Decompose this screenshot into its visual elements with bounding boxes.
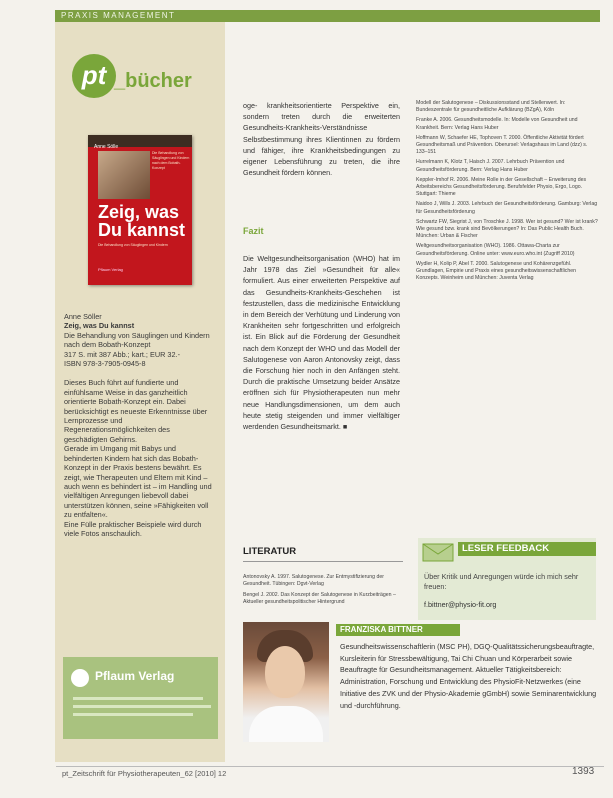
publisher-name: Pflaum Verlag bbox=[95, 669, 175, 683]
book-cover-publisher: Pflaum Verlag bbox=[98, 267, 123, 272]
book-cover-title-line1: Zeig, was bbox=[98, 202, 180, 222]
book-cover-subtitle: Die Behandlung von Säuglingen und Kindern bbox=[98, 243, 168, 247]
literatur-entry: Weltgesundheitsorganisation (WHO). 1986. Ottawa-Charta zur Gesundheitsförderung. Online unter: www.euro.who.int (Zugriff 2010) bbox=[416, 243, 575, 257]
publisher-text-line bbox=[73, 705, 211, 708]
footer-divider bbox=[56, 766, 604, 767]
book-desc-2: Gerade im Umgang mit Babys und behinderten Kindern hat sich das Bobath-Konzept in der Praxis bestens bewährt. Es zeigt, wie Therapeuten und Eltern mit Kind – auch wenn es behindert ist – im Handling und vielfältigen Anregungen liebevoll dabei unterstützen können, seine »Fähigkeiten voll zu entfalten«. bbox=[64, 444, 212, 520]
literatur-entry: Bengel J. 2002. Das Konzept der Salutogenese in Kurzbeiträgen – Aktueller gesundheitspolitischer Hintergrund bbox=[243, 591, 396, 606]
literatur-entry: Keppler-Imhof R. 2006. Meine Rolle in der Gesellschaft – Erweiterung des Arbeitsbereichs Gesundheitsförderung. Berufsfelder Physio, Ergo, Logo. Stuttgart: Thieme bbox=[416, 176, 587, 198]
literatur-divider bbox=[243, 561, 403, 562]
header-bar bbox=[55, 10, 600, 22]
publisher-text-line bbox=[73, 697, 203, 700]
book-cover-photo bbox=[98, 151, 150, 199]
book-desc-3: Eine Fülle praktischer Beispiele wird durch viele Fotos anschaulich. bbox=[64, 519, 202, 538]
footer-journal: pt_Zeitschrift für Physiotherapeuten_62 [2010] 12 bbox=[62, 769, 227, 778]
book-cover-band bbox=[88, 135, 192, 150]
book-cover-title bbox=[98, 203, 188, 239]
book-cover-title-line2: Du kannst bbox=[98, 220, 186, 240]
book-subtitle: Die Behandlung von Säuglingen und Kindern nach dem Bobath-Konzept bbox=[64, 330, 210, 350]
literatur-heading: LITERATUR bbox=[243, 546, 297, 557]
book-details: 317 S. mit 387 Abb.; kart.; EUR 32.- bbox=[64, 349, 180, 359]
book-cover-image bbox=[88, 135, 192, 285]
author-name: FRANZISKA BITTNER bbox=[336, 624, 460, 636]
fazit-heading: Fazit bbox=[243, 226, 264, 236]
pt-logo: pt bbox=[72, 54, 116, 98]
author-photo-shirt bbox=[249, 706, 323, 742]
publisher-text-line bbox=[73, 713, 193, 716]
literatur-entry: Hurrelmann K, Klotz T, Haisch J. 2007. Lehrbuch Prävention und Gesundheitsförderung. Bern: Verlag Hans Huber bbox=[416, 159, 565, 173]
literatur-entry: Naidoo J, Wills J. 2003. Lehrbuch der Gesundheitsförderung. Gamburg: Verlag für Gesundheitsförderung bbox=[416, 201, 598, 215]
publisher-logo-icon bbox=[71, 669, 89, 687]
publisher-ad bbox=[63, 657, 218, 739]
fazit-body bbox=[243, 253, 400, 432]
author-photo-face bbox=[265, 646, 305, 698]
book-info bbox=[64, 312, 212, 538]
logo-wordmark: _bücher bbox=[114, 70, 192, 92]
leser-feedback-box bbox=[418, 538, 596, 620]
literatur-list bbox=[243, 574, 403, 610]
leser-feedback-email[interactable]: f.bittner@physio-fit.org bbox=[424, 600, 497, 609]
literatur-entry: Schwartz FW, Siegrist J, von Troschke J. 1998. Wer ist gesund? Wer ist krank? Wie gesund bzw. krank sind Bevölkerungen? In: Das Public Health Buch. München: Urban & Fischer bbox=[416, 218, 598, 240]
envelope-icon bbox=[422, 540, 454, 562]
literatur-entry: Wydler H, Kolip P, Abel T. 2000. Salutogenese und Kohärenzgefühl. Grundlagen, Empirie und Praxis eines gesundheitswissenschaftlichen Konzepts. Weinheim und München: Juventa Verlag bbox=[416, 260, 577, 282]
leser-feedback-text: Über Kritik und Anregungen würde ich mich sehr freuen: bbox=[424, 572, 579, 591]
article-intro-text: oge- krankheitsorientierte Perspektive ein, sondern treten durch die erweiterten Gesundheits-Krankheits-Verständnisse Selbstbestimmung ihres Klientinnen zu fördern und fähiger, ihre Krankheitsbedingungen zu eigener Lebensführung zu treten, die ihre Gesundheit fördern können. bbox=[243, 101, 400, 178]
book-cover-author: Anne Sölle bbox=[94, 144, 119, 150]
book-cover-blurb: Die Behandlung von Säuglingen und Kindern nach dem Bobath-Konzept bbox=[152, 151, 190, 170]
literatur-entry: Modell der Salutogenese – Diskussionsstand und Stellenwert. In: Bundeszentrale für gesundheitliche Aufklärung (BZgA), Köln bbox=[416, 100, 566, 114]
book-isbn: ISBN 978-3-7905-0945-8 bbox=[64, 359, 146, 369]
book-title: Zeig, was Du kannst bbox=[64, 321, 135, 331]
literatur-entry: Antonovsky A. 1997. Salutogenese. Zur Entmystifizierung der Gesundheit. Tübingen: Dgvt-Verlag bbox=[243, 574, 385, 588]
fazit-text: Die Weltgesundheitsorganisation (WHO) hat im Jahr 1978 das Ziel »Gesundheit für alle« formuliert. Aus einer erweiterten Perspektive auf das Gesundheits-Krankheits-Geschehen ist festzustellen, dass die medizinische Entwicklung in dem Bereich der Verhütung und Linderung von Krankheiten sehr fortgeschritten und erfolgreich ist. Ein Blick auf die Förderung der Gesundheit nach dem Konzept der WHO und das Modell der Salutogenese von Aaron Antonovsky zeigt, dass die Forschung hier noch in den Anfängen steht. Durch die praktische Umsetzung beider Ansätze eröffnen sich für Physiotherapeuten nun mehr neue Handlungsdimensionen, um dem auch heute stetig steigenden und immer vielfältiger werdenden Gesundheitsmarkt. ■ bbox=[243, 254, 400, 432]
page-number: 1393 bbox=[572, 766, 595, 777]
author-bio: Gesundheitswissenschaftlerin (MSC PH), DGQ-Qualitätssicherungsbeauftragte, Kursleiterin für Stressbewältigung, Tai Chi Chuan und Körperarbeit sowie Beauftragte für Gesundheitsmanagement. Aktueller Tätigkeitsbereich: Administration, Forschung und Entwicklung des PhysioFit-Netzwerkes (eine Initiative des ZVK und der Physio-Akademie gGmbH) sowie Seminarentwicklung und -durchführung. bbox=[340, 642, 597, 710]
author-photo bbox=[243, 622, 329, 742]
literatur-list-continued bbox=[416, 100, 598, 285]
literatur-entry: Hoffmann W, Schaefer HE, Tophoven T. 2000. Öffentliche Aktivität fördert Gesundheitsmaß und Prävention. Oberursel: Verlagshaus im Land (dzz) s. 133–151 bbox=[416, 134, 588, 156]
leser-feedback-heading: LESER FEEDBACK bbox=[458, 542, 596, 556]
book-author: Anne Söller bbox=[64, 312, 102, 321]
section-label: PRAXIS MANAGEMENT bbox=[61, 11, 176, 20]
article-intro bbox=[243, 100, 400, 178]
book-desc-1: Dieses Buch führt auf fundierte und einfühlsame Weise in das ganzheitlich orientierte Bobath-Konzept ein. Dabei berücksichtigt es neueste Erkenntnisse über Lernprozesse und Regenerationsmöglichkeiten des geschädigten Gehirns. bbox=[64, 378, 208, 444]
literatur-entry: Franke A. 2006. Gesundheitsmodelle. In: Modelle von Gesundheit und Krankheit. Bern: Verlag Hans Huber bbox=[416, 117, 578, 131]
